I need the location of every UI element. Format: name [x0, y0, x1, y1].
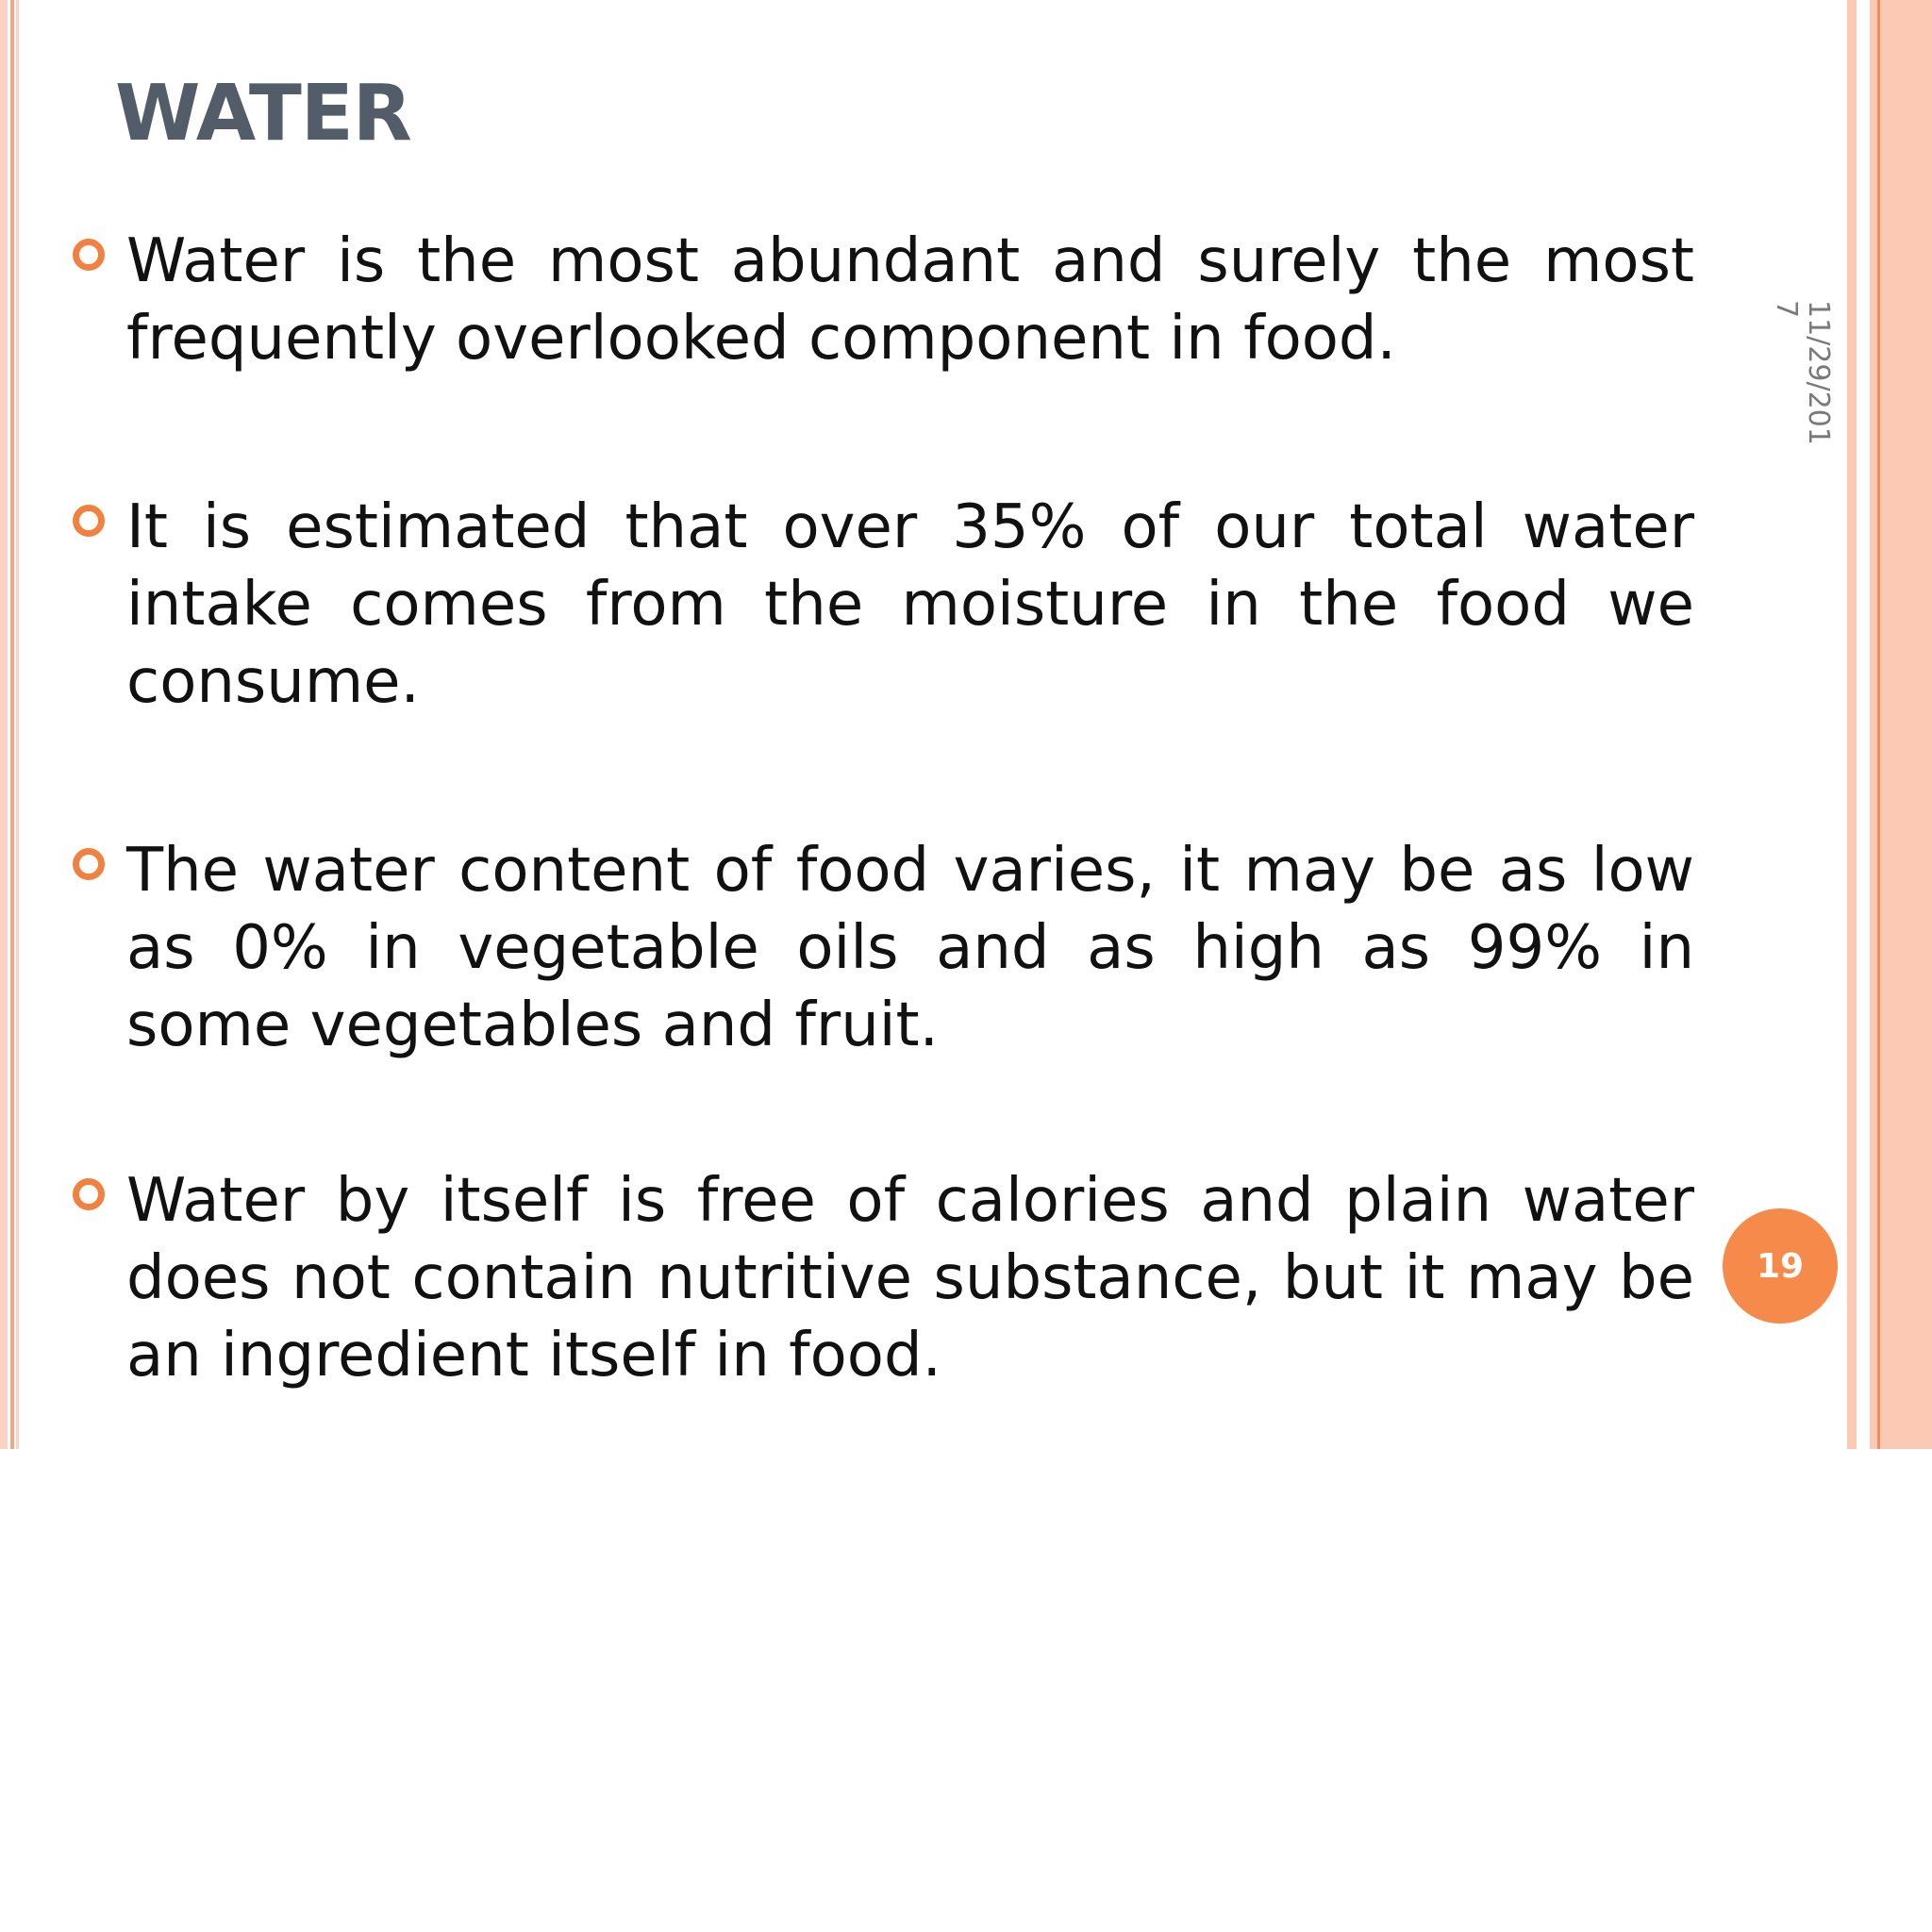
bullet-text: Water by itself is free of calories and plain water does not contain nutritive substance, but it may be an ingredient itself in food. — [126, 1166, 1694, 1391]
circle-bullet-icon — [73, 848, 105, 880]
circle-bullet-icon — [73, 239, 105, 271]
left-decorative-border — [0, 0, 23, 1449]
bullet-item — [66, 1162, 1694, 1394]
slide-title: WATER — [115, 69, 411, 158]
page-number: 19 — [1756, 1246, 1805, 1286]
bullet-item — [66, 832, 1694, 1064]
bullet-item — [66, 223, 1694, 377]
bullet-list — [66, 223, 1698, 1449]
right-decorative-border — [1847, 0, 1932, 1449]
page-number-badge — [1723, 1208, 1838, 1324]
bullet-text: It is estimated that over 35% of our total water intake comes from the moisture in the food we consume. — [126, 492, 1694, 717]
circle-bullet-icon — [73, 505, 105, 537]
bullet-text: Water is the most abundant and surely the most frequently overlooked component in food. — [126, 226, 1694, 374]
bullet-text: The water content of food varies, it may be as low as 0% in vegetable oils and as high as 99% in some vegetables and fruit. — [126, 836, 1694, 1060]
bullet-item — [66, 489, 1694, 721]
circle-bullet-icon — [73, 1178, 105, 1210]
slide-date: 11/29/2017 — [1770, 300, 1835, 445]
